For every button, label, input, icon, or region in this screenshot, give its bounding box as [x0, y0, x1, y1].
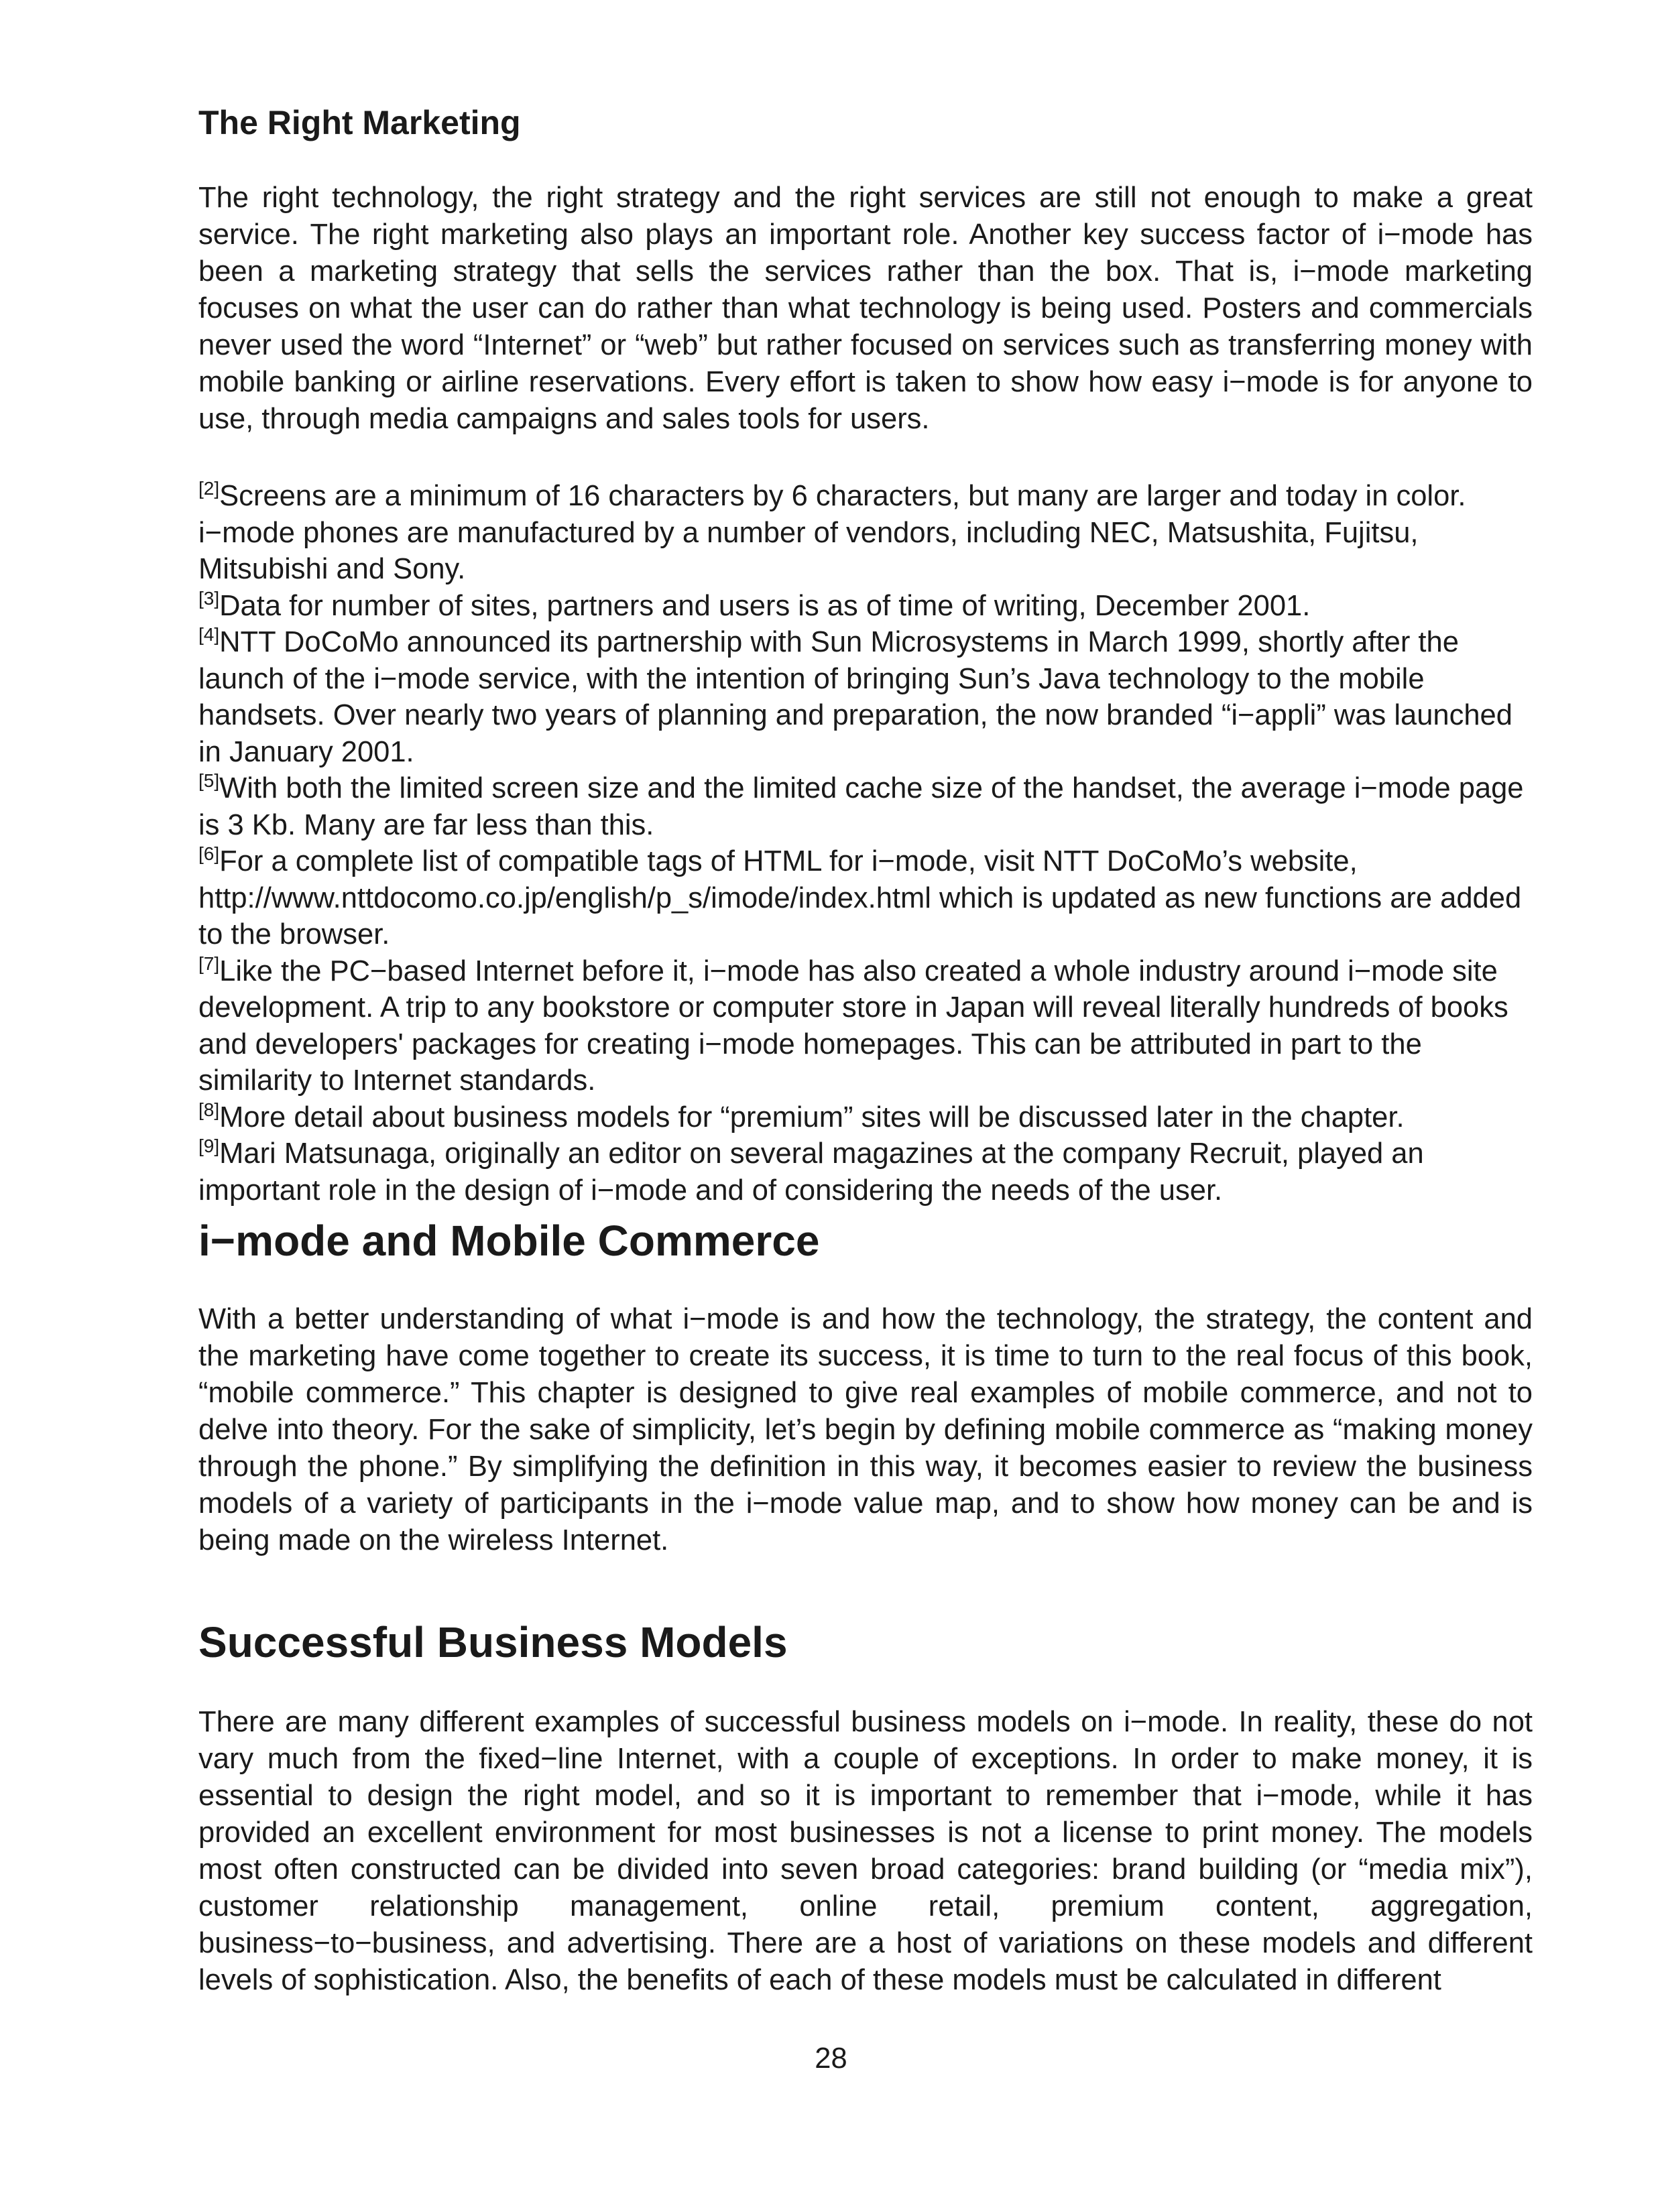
footnote-marker: [7]: [198, 953, 220, 974]
footnote-marker: [8]: [198, 1099, 220, 1120]
paragraph-imode-commerce: With a better understanding of what i−mode is and how the technology, the strategy, the content and the marketing have come together to create its success, it is time to turn to the real focus of this book, “mobile commerce.” This chapter is designed to give real examples of mobile commerce, and not to delve into theory. For the sake of simplicity, let’s begin by defining mobile commerce as “making money through the phone.” By simplifying the definition in this way, it becomes easier to review the business models of a variety of participants in the i−mode value map, and to show how money can be and is being made on the wireless Internet.: [198, 1303, 1533, 1556]
paragraph-right-marketing: The right technology, the right strategy and the right services are still not enough to make a great service. The right marketing also plays an important role. Another key success factor of i−mode has been a marketing strategy that sells the services rather than the box. That is, i−mode marketing focuses on what the user can do rather than what technology is being used. Posters and commercials never used the word “Internet” or “web” but rather focused on services such as transferring money with mobile banking or airline reservations. Every effort is taken to show how easy i−mode is for anyone to use, through media campaigns and sales tools for users.: [198, 182, 1533, 435]
footnote-marker: [5]: [198, 770, 220, 791]
section-heading-imode-commerce: i−mode and Mobile Commerce: [198, 1217, 820, 1265]
footnote-marker: [3]: [198, 587, 220, 609]
footnote-6: [198, 843, 1533, 953]
footnote-3: [198, 588, 1533, 625]
footnote-7: [198, 953, 1533, 1099]
footnote-marker: [6]: [198, 843, 220, 864]
footnote-text: Like the PC−based Internet before it, i−mode has also created a whole industry around i−mode site development. A trip to any bookstore or computer store in Japan will reveal literally hundreds of books and developers' packages for creating i−mode homepages. This can be attributed in part to the similarity to Internet standards.: [198, 955, 1508, 1097]
footnote-2: [198, 478, 1533, 588]
paragraph-business-models: There are many different examples of successful business models on i−mode. In reality, these do not vary much from the fixed−line Internet, with a couple of exceptions. In order to make money, it is essential to design the right model, and so it is important to remember that i−mode, while it has provided an excellent environment for most businesses is not a license to print money. The models most often constructed can be divided into seven broad categories: brand building (or “media mix”), customer relationship management, online retail, premium content, aggregation, business−to−business, and advertising. There are a host of variations on these models and different levels of sophistication. Also, the benefits of each of these models must be calculated in different: [198, 1706, 1533, 1996]
section-heading-business-models: Successful Business Models: [198, 1618, 788, 1666]
section-heading-right-marketing: The Right Marketing: [198, 104, 521, 141]
footnote-marker: [9]: [198, 1135, 220, 1156]
footnote-text: Data for number of sites, partners and users is as of time of writing, December 2001.: [219, 589, 1311, 622]
footnote-marker: [4]: [198, 624, 220, 645]
page-content: [198, 101, 1533, 1999]
footnote-9: [198, 1135, 1533, 1209]
page-number: 28: [815, 2042, 847, 2075]
footnote-4: [198, 624, 1533, 770]
footnote-5: [198, 770, 1533, 843]
footnote-text: For a complete list of compatible tags of HTML for i−mode, visit NTT DoCoMo’s website, http://www.nttdocomo.co.jp/english/p_s/imode/index.html which is updated as new functions are added to the browser.: [198, 845, 1522, 950]
footnotes: [198, 478, 1533, 1209]
footnote-text: More detail about business models for “premium” sites will be discussed later in the chapter.: [219, 1101, 1405, 1133]
footnote-text: With both the limited screen size and the limited cache size of the handset, the average i−mode page is 3 Kb. Many are far less than this.: [198, 772, 1524, 841]
footnote-8: [198, 1099, 1533, 1136]
footnote-text: Mari Matsunaga, originally an editor on several magazines at the company Recruit, played an important role in the design of i−mode and of considering the needs of the user.: [198, 1138, 1424, 1207]
footnote-text: NTT DoCoMo announced its partnership with Sun Microsystems in March 1999, shortly after the launch of the i−mode service, with the intention of bringing Sun’s Java technology to the mobile handsets. Over nearly two years of planning and preparation, the now branded “i−appli” was launched in January 2001.: [198, 626, 1512, 768]
footnote-text: Screens are a minimum of 16 characters by 6 characters, but many are larger and today in color. i−mode phones are manufactured by a number of vendors, including NEC, Matsushita, Fujitsu, Mitsubishi and Sony.: [198, 480, 1466, 585]
footnote-marker: [2]: [198, 478, 220, 499]
